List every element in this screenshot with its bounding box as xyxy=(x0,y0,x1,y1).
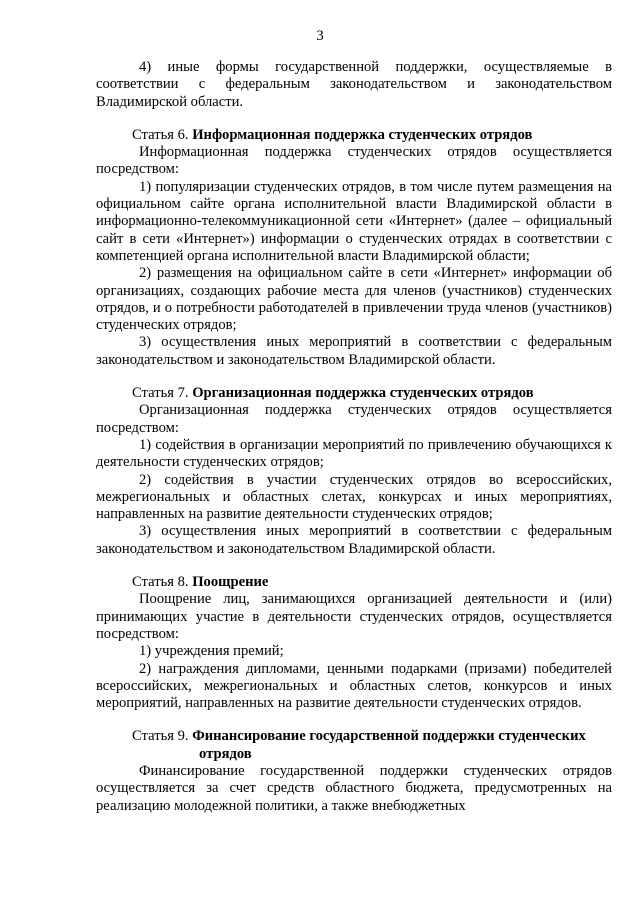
article-9-lead: Финансирование государственной поддержки студенческих отрядов осуществляется за счет средств областного бюджета, предусмотренных на реализацию молодежной политики, а также внебюджетных xyxy=(96,762,612,814)
article-7-item-1: 1) содействия в организации мероприятий по привлечению обучающихся к деятельности студенческих отрядов; xyxy=(96,436,612,471)
article-6-prefix: Статья 6. xyxy=(132,126,189,143)
article-6-item-1: 1) популяризации студенческих отрядов, в том числе путем размещения на официальном сайте органа исполнительной власти Владимирской области в информационно-телекоммуникационной сети «Интернет» (далее – официальный сайт в сети «Интернет») информации о студенческих отрядах в соответствии с компетенцией органа исполнительной власти Владимирской области; xyxy=(96,178,612,264)
article-7-item-3: 3) осуществления иных мероприятий в соответствии с федеральным законодательством и законодательством Владимирской области. xyxy=(96,523,612,557)
document-body xyxy=(96,59,612,815)
article-7-title: Организационная поддержка студенческих отрядов xyxy=(192,385,534,402)
article-8-prefix: Статья 8. xyxy=(132,574,189,591)
article-8-item-2: 2) награждения дипломами, ценными подарками (призами) победителей всероссийских, межрегиональных и областных слетов, конкурсов и иных мероприятий, направленных на развитие деятельности студенческих отрядов. xyxy=(96,660,612,712)
article-9-title-line-2: отрядов xyxy=(199,745,252,762)
article-9-prefix: Статья 9. xyxy=(132,728,189,745)
article-6-title: Информационная поддержка студенческих отрядов xyxy=(192,126,533,143)
article-6-item-2: 2) размещения на официальном сайте в сети «Интернет» информации об организациях, создающих рабочие места для членов (участников) студенческих отрядов, и о потребности работодателей в привлечении труда членов (участников) студенческих отрядов; xyxy=(96,265,612,334)
article-7-lead: Организационная поддержка студенческих отрядов осуществляется посредством: xyxy=(96,402,612,436)
article-8-item-1: 1) учреждения премий; xyxy=(139,643,284,660)
article-8-lead: Поощрение лиц, занимающихся организацией деятельности и (или) принимающих участие в деятельности студенческих отрядов, осуществляется посредством: xyxy=(96,591,612,642)
article-9-title-line-1: Финансирование государственной поддержки студенческих xyxy=(192,728,586,745)
article-7-prefix: Статья 7. xyxy=(132,385,189,402)
article-6-lead: Информационная поддержка студенческих отрядов осуществляется посредством: xyxy=(96,144,612,178)
article-6-item-3: 3) осуществления иных мероприятий в соответствии с федеральным законодательством и законодательством Владимирской области. xyxy=(96,334,612,368)
article-7-heading xyxy=(96,385,612,402)
page-number: 3 xyxy=(316,28,324,44)
article-7-item-2: 2) содействия в участии студенческих отрядов во всероссийских, межрегиональных и областных слетах, конкурсах и иных мероприятиях, направленных на развитие деятельности студенческих отрядов; xyxy=(96,471,612,523)
article-9-heading xyxy=(96,728,612,745)
intro-item-4: 4) иные формы государственной поддержки, осуществляемые в соответствии с федеральным законодательством и законодательством Владимирской области. xyxy=(96,59,612,110)
article-8-heading xyxy=(96,574,612,591)
article-6-heading xyxy=(96,127,612,144)
article-8-title: Поощрение xyxy=(192,574,269,591)
